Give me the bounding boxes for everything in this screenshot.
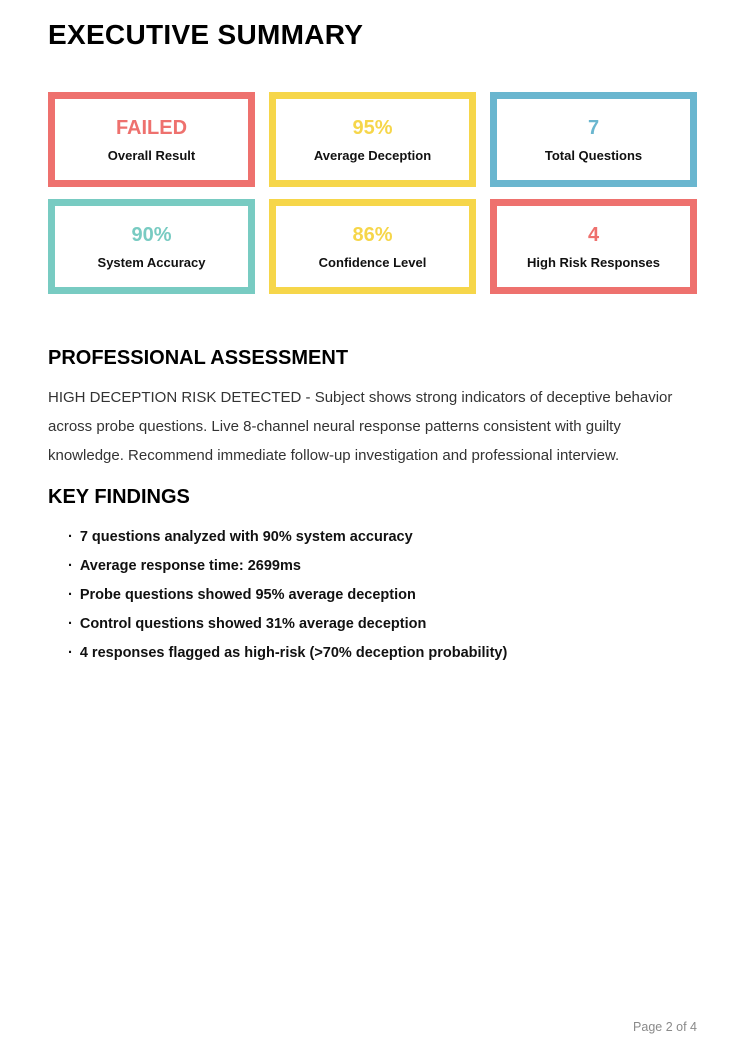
stat-label: Confidence Level <box>318 254 427 270</box>
stat-value: 7 <box>587 116 600 139</box>
stat-box-total-questions <box>490 92 697 187</box>
bullet-dot: · <box>68 645 73 661</box>
stat-box-high-risk-responses <box>490 199 697 294</box>
assessment-body-text: HIGH DECEPTION RISK DETECTED - Subject shows strong indicators of deceptive behavior across probe questions. Live 8-channel neural response patterns consistent with guilty knowledge. Recommend immediate follow-up investigation and professional interview. <box>48 389 673 464</box>
bullet-dot: · <box>68 529 73 545</box>
page-title: EXECUTIVE SUMMARY <box>48 19 364 50</box>
report-page <box>0 18 743 668</box>
stat-value: FAILED <box>115 116 188 139</box>
stat-label: System Accuracy <box>97 254 206 270</box>
finding-item <box>68 610 697 639</box>
bullet-dot: · <box>68 558 73 574</box>
stat-label: Total Questions <box>544 147 643 163</box>
finding-text: Control questions showed 31% average deception <box>79 616 427 632</box>
finding-text: Probe questions showed 95% average deception <box>79 587 416 603</box>
stat-value: 86% <box>352 223 393 246</box>
bullet-dot: · <box>68 616 73 632</box>
stat-box-average-deception <box>269 92 476 187</box>
stat-value: 4 <box>587 223 600 246</box>
stat-label: High Risk Responses <box>527 254 660 270</box>
stat-value: 95% <box>352 116 393 139</box>
bullet-dot: · <box>68 587 73 603</box>
findings-section-heading: KEY FINDINGS <box>48 486 190 508</box>
finding-text: Average response time: 2699ms <box>79 558 301 574</box>
finding-item <box>68 552 697 581</box>
assessment-section-heading: PROFESSIONAL ASSESSMENT <box>48 347 349 369</box>
finding-text: 7 questions analyzed with 90% system accuracy <box>79 529 413 545</box>
page-number: Page 2 of 4 <box>633 1020 697 1034</box>
stat-box-confidence-level <box>269 199 476 294</box>
stat-box-overall-result <box>48 92 255 187</box>
finding-text: 4 responses flagged as high-risk (>70% deception probability) <box>79 645 508 661</box>
finding-item <box>68 523 697 552</box>
stat-label: Average Deception <box>313 147 432 163</box>
stat-label: Overall Result <box>107 147 196 163</box>
stat-grid <box>48 92 697 294</box>
stat-box-system-accuracy <box>48 199 255 294</box>
finding-item <box>68 639 697 668</box>
findings-list <box>48 523 697 668</box>
finding-item <box>68 581 697 610</box>
stat-value: 90% <box>131 223 172 246</box>
